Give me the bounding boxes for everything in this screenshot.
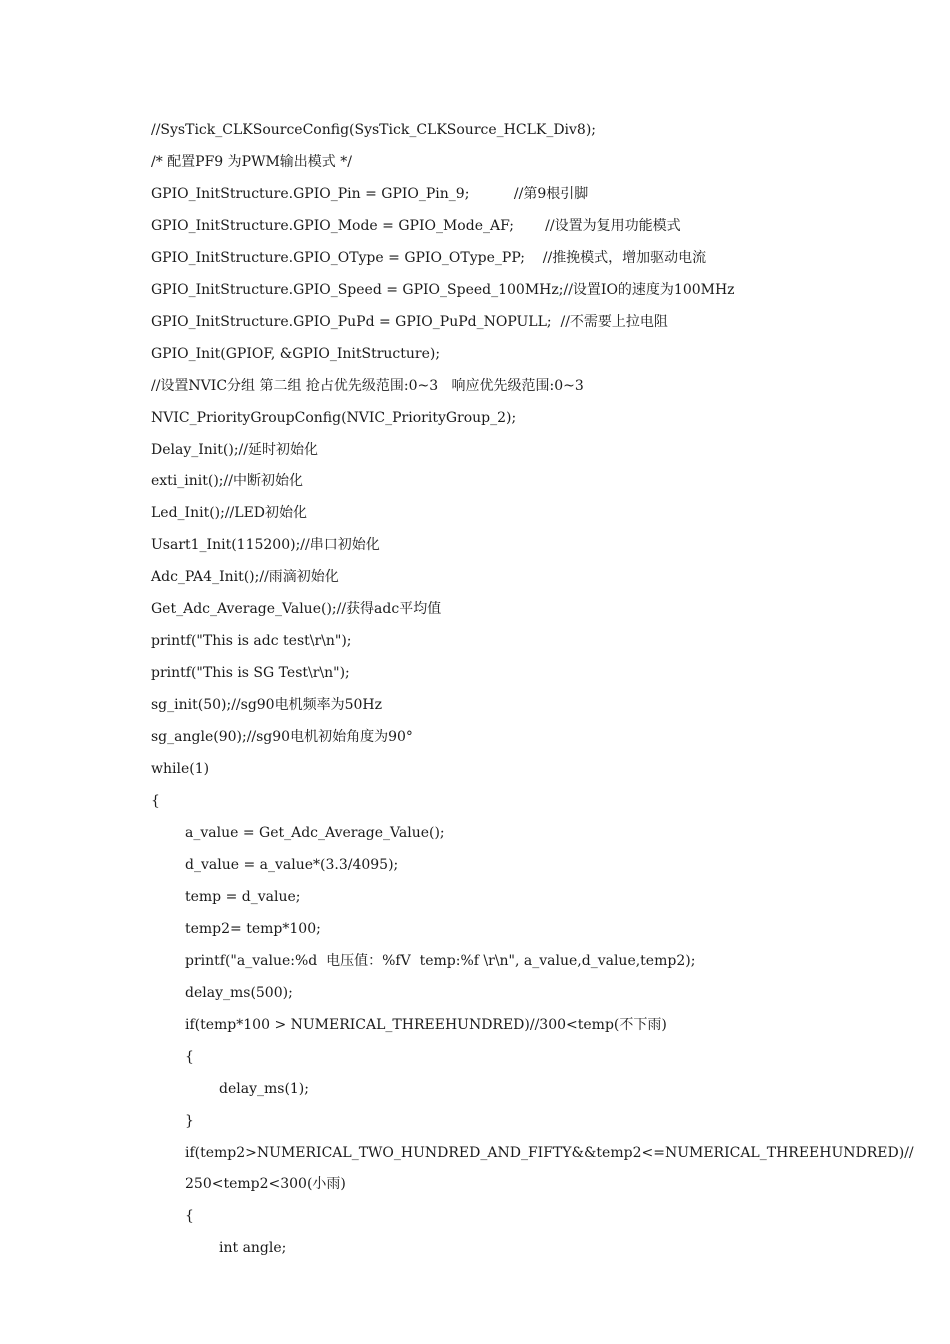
code-line: if(temp*100 > NUMERICAL_THREEHUNDRED)//300<temp(不下雨) [185,1016,667,1033]
code-line: GPIO_InitStructure.GPIO_Pin = GPIO_Pin_9; //第9根引脚 [151,185,589,202]
code-line: NVIC_PriorityGroupConfig(NVIC_PriorityGroup_2); [151,409,517,426]
code-line: d_value = a_value*(3.3/4095); [185,856,399,873]
code-line: printf("This is SG Test\r\n"); [151,665,350,682]
code-line: Usart1_Init(115200);//串口初始化 [151,537,380,554]
code-line: GPIO_Init(GPIOF, &GPIO_InitStructure); [151,345,441,362]
code-line: //设置NVIC分组 第二组 抢占优先级范围:0~3 响应优先级范围:0~3 [151,377,584,394]
code-line: Delay_Init();//延时初始化 [151,441,318,458]
code-line: 250<temp2<300(小雨) [185,1176,346,1193]
code-line: Adc_PA4_Init();//雨滴初始化 [151,569,339,586]
code-line: printf("a_value:%d 电压值：%fV temp:%f \r\n", a_value,d_value,temp2); [185,952,696,969]
code-line: { [185,1208,194,1225]
code-line: sg_init(50);//sg90电机频率为50Hz [151,697,382,714]
code-line: sg_angle(90);//sg90电机初始角度为90° [151,729,413,746]
code-line: GPIO_InitStructure.GPIO_Mode = GPIO_Mode_AF; //设置为复用功能模式 [151,217,681,234]
code-line: GPIO_InitStructure.GPIO_Speed = GPIO_Speed_100MHz;//设置IO的速度为100MHz [151,281,735,298]
code-line: GPIO_InitStructure.GPIO_PuPd = GPIO_PuPd_NOPULL; //不需要上拉电阻 [151,313,668,330]
code-line: Led_Init();//LED初始化 [151,505,308,522]
code-line: //SysTick_CLKSourceConfig(SysTick_CLKSource_HCLK_Div8); [151,122,597,138]
code-line: a_value = Get_Adc_Average_Value(); [185,824,445,841]
code-listing [151,115,914,1265]
code-line: delay_ms(500); [185,984,293,1001]
code-line: exti_init();//中断初始化 [151,473,303,490]
code-line: { [185,1048,194,1065]
code-line: /* 配置PF9 为PWM输出模式 */ [151,153,352,170]
code-line: GPIO_InitStructure.GPIO_OType = GPIO_OType_PP; //推挽模式，增加驱动电流 [151,249,707,266]
code-line: if(temp2>NUMERICAL_TWO_HUNDRED_AND_FIFTY&&temp2<=NUMERICAL_THREEHUNDRED)// [185,1144,914,1161]
code-line: int angle; [219,1240,287,1257]
code-line: temp = d_value; [185,888,301,905]
code-line: } [185,1112,194,1129]
code-line: printf("This is adc test\r\n"); [151,633,352,650]
code-line: delay_ms(1); [219,1080,309,1097]
code-line: Get_Adc_Average_Value();//获得adc平均值 [151,601,442,618]
code-line: while(1) [151,761,210,778]
code-line: temp2= temp*100; [185,920,321,937]
code-line: { [151,793,160,810]
